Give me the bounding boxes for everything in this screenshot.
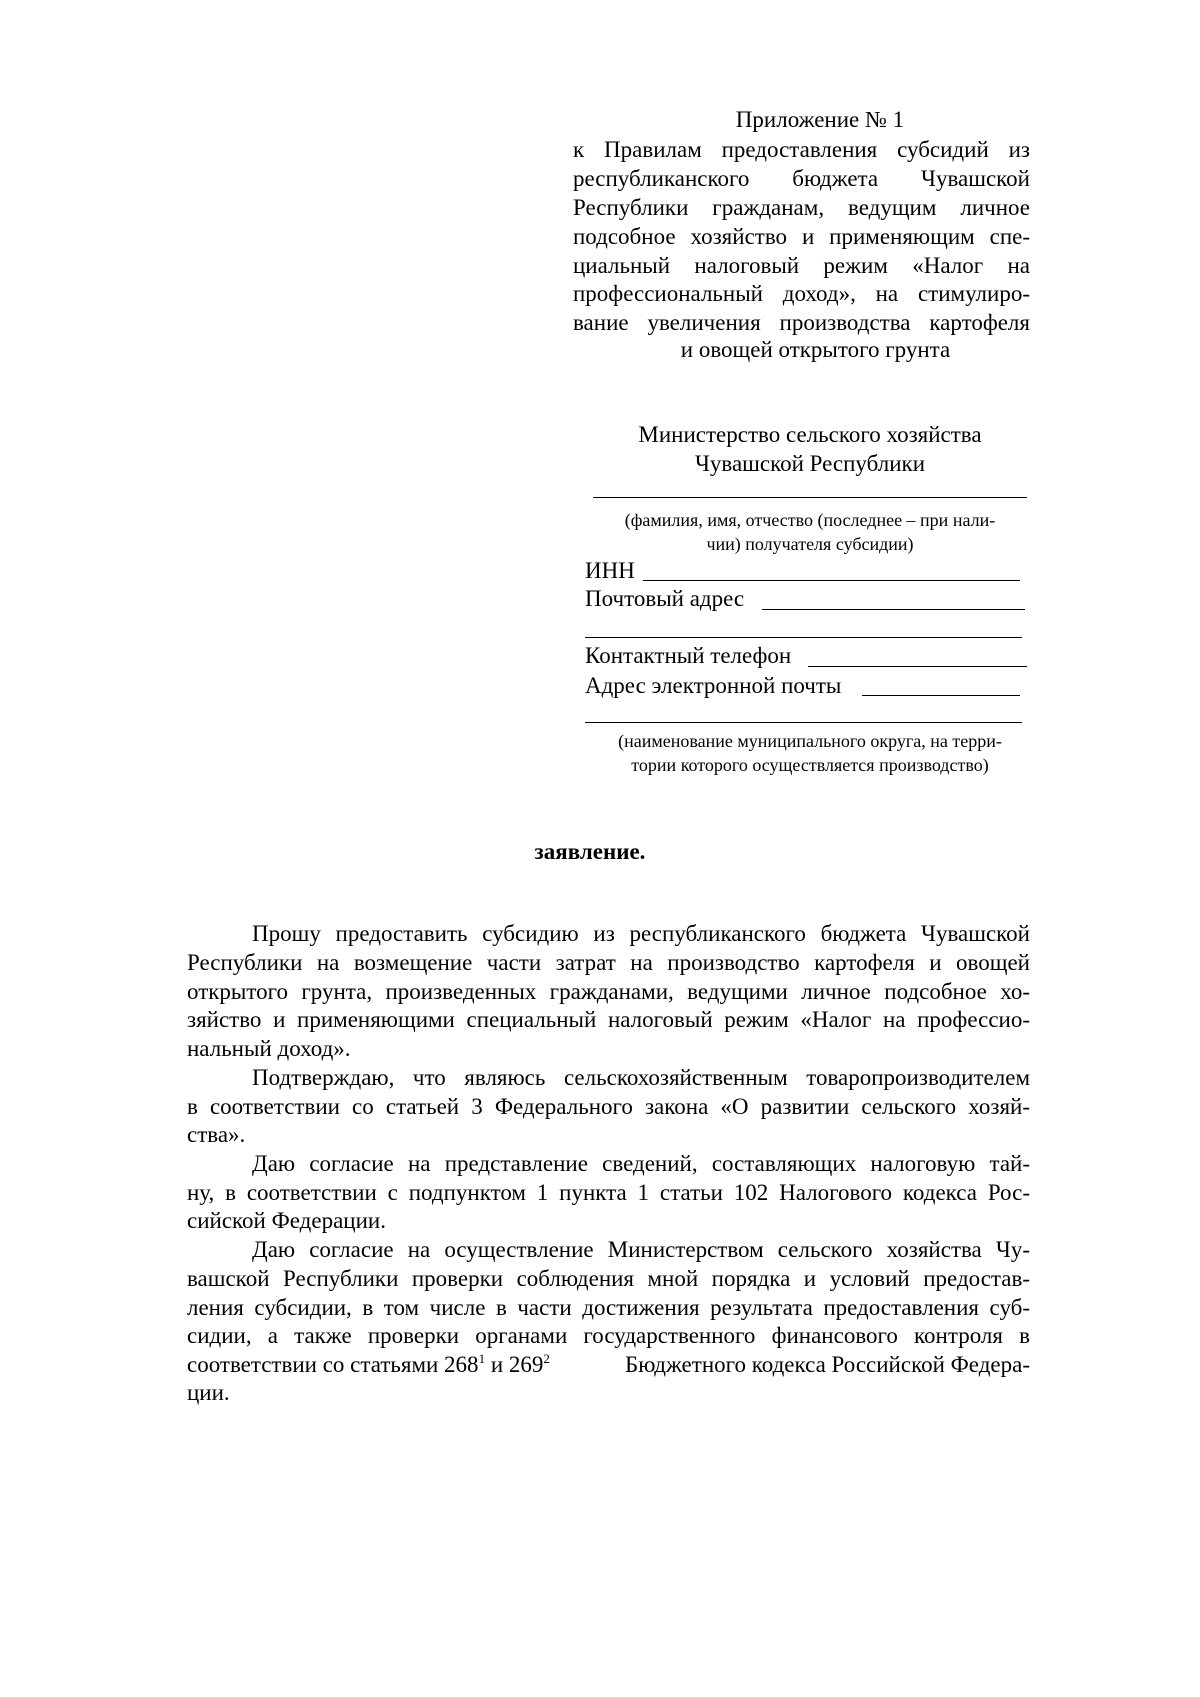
appendix-line: профессиональный доход», на стимулиро- xyxy=(573,281,1030,306)
body-line: в соответствии со статьей 3 Федерального закона «О развитии сельского хозяй- xyxy=(187,1094,1030,1119)
district-caption: тории которого осуществляется производство) xyxy=(631,755,989,775)
addressee-line: Чувашской Республики xyxy=(694,451,926,476)
body-line: ну, в соответствии с подпунктом 1 пункта 1 статьи 102 Налогового кодекса Рос- xyxy=(187,1180,1030,1205)
text: соответствии со статьями 268 xyxy=(187,1352,479,1377)
body-line: Даю согласие на представление сведений, составляющих налоговую тай- xyxy=(252,1151,1030,1176)
body-line: ления субсидии, в том числе в части достижения результата предоставления суб- xyxy=(187,1295,1030,1320)
body-line: Даю согласие на осуществление Министерством сельского хозяйства Чу- xyxy=(252,1237,1030,1262)
name-caption: (фамилия, имя, отчество (последнее – при нали- xyxy=(624,510,996,530)
text: и 269 xyxy=(485,1352,544,1377)
district-caption: (наименование муниципального округа, на терри- xyxy=(618,731,1002,751)
appendix-line: и овощей открытого грунта xyxy=(680,337,951,362)
appendix-line: к Правилам предоставления субсидий из xyxy=(573,137,1030,162)
superscript: 2 xyxy=(543,1351,550,1366)
body-line-part: Бюджетного кодекса Российской Федера- xyxy=(625,1352,1030,1377)
name-caption: чии) получателя субсидии) xyxy=(706,534,914,554)
body-line: Подтверждаю, что являюсь сельскохозяйственным товаропроизводителем xyxy=(252,1065,1030,1090)
body-line: зяйство и применяющими специальный налоговый режим «Налог на профессио- xyxy=(187,1007,1030,1032)
body-line-part xyxy=(187,1351,550,1379)
district-field-line[interactable] xyxy=(585,722,1022,723)
body-line: открытого грунта, произведенных гражданами, ведущими личное подсобное хо- xyxy=(187,979,1030,1004)
email-field-line[interactable] xyxy=(862,695,1020,696)
body-line: ции. xyxy=(187,1380,230,1405)
body-line: ства». xyxy=(187,1122,246,1147)
appendix-title: Приложение № 1 xyxy=(735,107,905,132)
body-line: Прошу предоставить субсидию из республиканского бюджета Чувашской xyxy=(252,921,1030,946)
appendix-line: республиканского бюджета Чувашской xyxy=(573,166,1030,191)
superscript: 1 xyxy=(478,1351,486,1366)
body-line xyxy=(187,1351,1030,1379)
body-line: сидии, а также проверки органами государственного финансового контроля в xyxy=(187,1323,1030,1348)
appendix-line: подсобное хозяйство и применяющим спе- xyxy=(573,224,1030,249)
postal-address-field-line[interactable] xyxy=(762,609,1025,610)
inn-field-line[interactable] xyxy=(643,580,1020,581)
phone-label: Контактный телефон xyxy=(585,643,792,668)
body-line: сийской Федерации. xyxy=(187,1208,386,1233)
body-line: Республики на возмещение части затрат на производство картофеля и овощей xyxy=(187,950,1030,975)
postal-address-label: Почтовый адрес xyxy=(585,586,745,611)
addressee-line: Министерство сельского хозяйства xyxy=(638,422,982,447)
phone-field-line[interactable] xyxy=(808,666,1027,667)
appendix-line: циальный налоговый режим «Налог на xyxy=(573,253,1030,278)
appendix-line: Республики гражданам, ведущим личное xyxy=(573,195,1030,220)
postal-address-field-line-2[interactable] xyxy=(585,637,1022,638)
email-label: Адрес электронной почты xyxy=(585,673,842,698)
body-line: вашской Республики проверки соблюдения мной порядка и условий предостав- xyxy=(187,1266,1030,1291)
document-heading: заявление. xyxy=(534,839,646,864)
name-field-line[interactable] xyxy=(593,497,1027,498)
inn-label: ИНН xyxy=(585,558,635,583)
body-line: нальный доход». xyxy=(187,1036,351,1061)
appendix-line: вание увеличения производства картофеля xyxy=(573,310,1030,335)
